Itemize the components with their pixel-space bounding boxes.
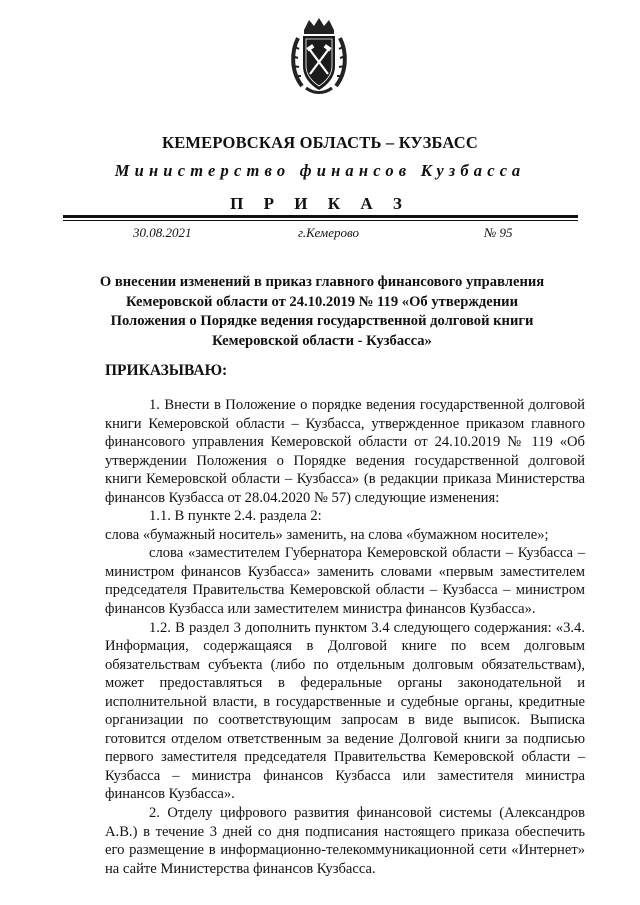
region-title: КЕМЕРОВСКАЯ ОБЛАСТЬ – КУЗБАСС bbox=[162, 133, 478, 152]
coat-of-arms-emblem bbox=[288, 16, 350, 96]
order-city: г.Кемерово bbox=[298, 225, 359, 240]
paragraph-1-1: 1.1. В пункте 2.4. раздела 2: bbox=[149, 508, 322, 525]
order-body bbox=[105, 396, 585, 878]
header-rule-thin bbox=[63, 220, 578, 221]
paragraph-1-1-a: слова «бумажный носитель» заменить, на слова «бумажном носителе»; bbox=[105, 526, 549, 543]
paragraph-2: 2. Отделу цифрового развития финансовой системы (Александров А.В.) в течение 3 дней со дня подписания настоящего приказа обеспечить его размещение в информационно-телекоммуникационной сети «Интернет» на сайте Министерства финансов Кузбасса. bbox=[105, 805, 585, 877]
header-rule-thick bbox=[63, 215, 578, 218]
paragraph-1-1-b: слова «заместителем Губернатора Кемеровской области – Кузбасса – министром финансов Кузбасса» заменить словами «первым заместителем председателя Правительства Кемеровской области – Кузбасса – министром финансов Кузбасса или заместителем министра финансов Кузбасса». bbox=[105, 545, 585, 618]
order-date: 30.08.2021 bbox=[133, 225, 192, 240]
ministry-name: Министерство финансов Кузбасса bbox=[114, 161, 526, 180]
order-directive: ПРИКАЗЫВАЮ: bbox=[105, 362, 228, 379]
order-subject: О внесении изменений в приказ главного финансового управления Кемеровской области от 24.10.2019 № 119 «Об утверждении Положения о Порядке ведения государственной долговой книги Кемеровской области - Кузбасса» bbox=[99, 274, 545, 349]
paragraph-1: 1. Внести в Положение о порядке ведения государственной долговой книги Кемеровской области – Кузбасса, утвержденное приказом главного финансового управления Кемеровской области от 24.10.2019 № 119 «Об утверждении Положения о Порядке ведения государственной долговой книги Кемеровской области – Кузбасса» (в редакции приказа Министерства финансов Кузбасса от 28.04.2020 № 57) следующие изменения: bbox=[105, 397, 585, 506]
order-number: № 95 bbox=[484, 225, 513, 240]
document-type-title: П Р И К А З bbox=[230, 194, 410, 213]
paragraph-1-2: 1.2. В раздел 3 дополнить пунктом 3.4 следующего содержания: «3.4. Информация, содержащаяся в Долговой книге по всем долговым обязательствам субъекта (либо по отдельным долговым обязательствам), может предоставляться в федеральные органы законодательной и исполнительной власти, в государственные и судебные органы, кредитные организации по соответствующим запросам в виде выписок. Выписка готовится отделом ответственным за ведение Долговой книги за подписью первого заместителя председателя Правительства Кемеровской области – Кузбасса – министра финансов Кузбасса или заместителя министра финансов Кузбасса». bbox=[105, 619, 585, 803]
